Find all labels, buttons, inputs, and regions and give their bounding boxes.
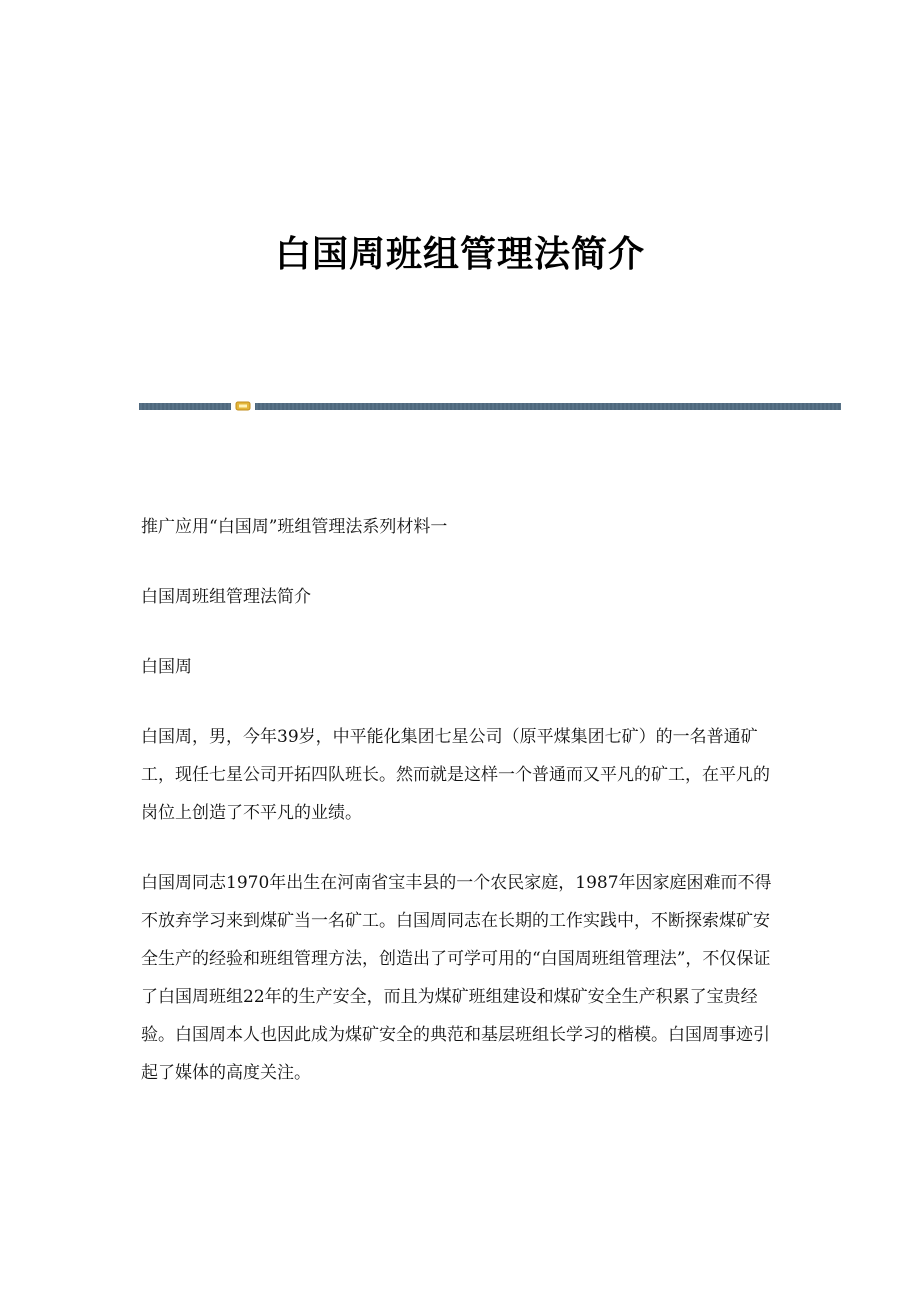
document-title: 白国周班组管理法简介	[274, 234, 645, 275]
series-subtitle: 推广应用“白国周”班组管理法系列材料一	[141, 517, 448, 537]
body-paragraph: 白国周，男，今年39岁，中平能化集团七星公司（原平煤集团七矿）的一名普通矿工，现任七星公司开拓四队班长。然而就是这样一个普通而又平凡的矿工，在平凡的岗位上创造了不平凡的业绩。	[141, 727, 770, 823]
body-paragraph: 白国周同志1970年出生在河南省宝丰县的一个农民家庭，1987年因家庭困难而不得不放弃学习来到煤矿当一名矿工。白国周同志在长期的工作实践中，不断探索煤矿安全生产的经验和班组管理方法，创造出了可学可用的“白国周班组管理法”，不仅保证了白国周班组22年的生产安全，而且为煤矿班组建设和煤矿安全生产积累了宝贵经验。白国周本人也因此成为煤矿安全的典范和基层班组长学习的楷模。白国周事迹引起了媒体的高度关注。	[141, 873, 772, 1083]
divider-bar-right	[255, 403, 841, 410]
document-body	[141, 508, 781, 1092]
ornament-badge-icon	[235, 400, 251, 412]
person-name: 白国周	[141, 657, 192, 677]
divider-bar-left	[139, 403, 231, 410]
section-heading: 白国周班组管理法简介	[141, 587, 311, 607]
title-divider	[139, 400, 841, 412]
